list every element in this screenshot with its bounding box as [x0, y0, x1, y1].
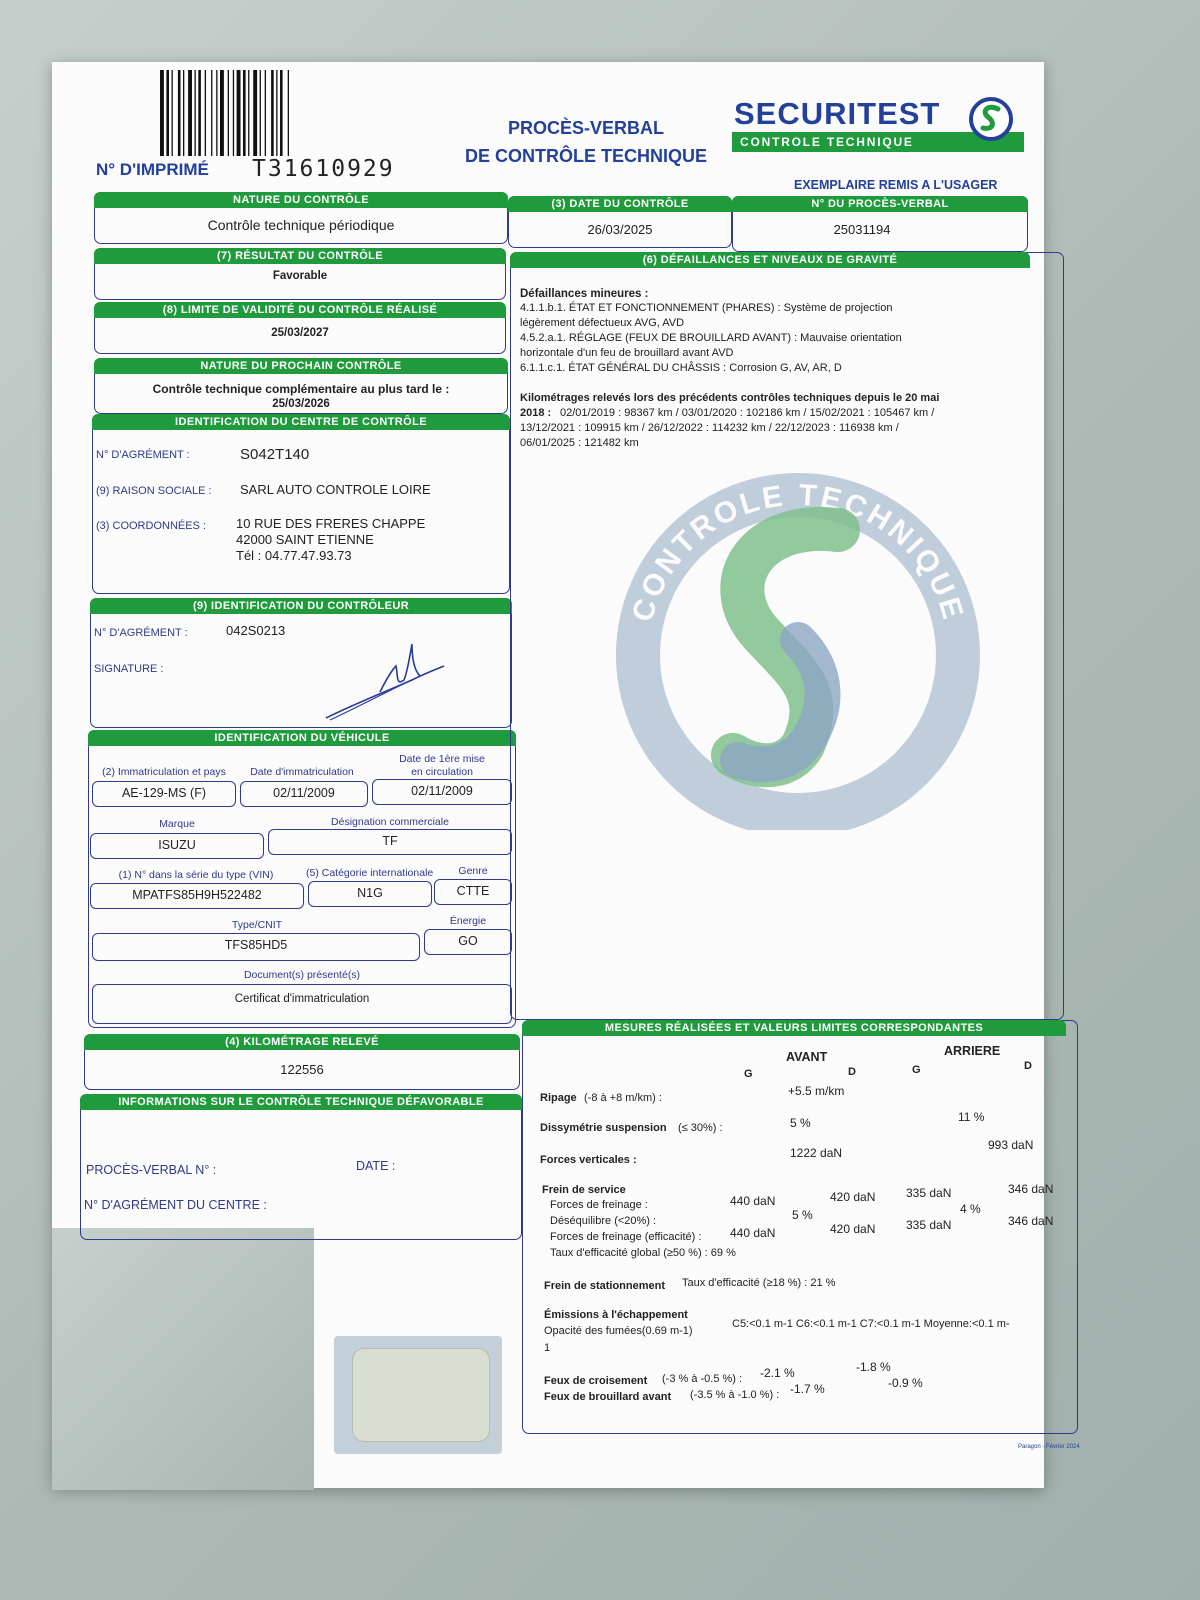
- barcode-bar: [243, 70, 246, 156]
- barcode-bar: [265, 70, 266, 156]
- forces-freinage-avant-d: 420 daN: [830, 1190, 876, 1204]
- defavorable-agrement-label: N° D'AGRÉMENT DU CENTRE :: [84, 1198, 267, 1212]
- barcode-bar: [216, 70, 217, 156]
- forces-verticales-arriere: 993 daN: [988, 1138, 1034, 1152]
- categorie-label: (5) Catégorie internationale: [306, 867, 434, 879]
- mesures-title: MESURES RÉALISÉES ET VALEURS LIMITES CORRESPONDANTES: [522, 1020, 1066, 1036]
- controleur-agrement-label: N° D'AGRÉMENT :: [94, 627, 188, 639]
- barcode-bar: [211, 70, 212, 156]
- energie-label: Énergie: [449, 915, 487, 927]
- genre-label: Genre: [458, 865, 488, 877]
- brand-s-icon: [968, 96, 1014, 142]
- vin-field: MPATFS85H9H522482: [90, 883, 304, 909]
- validite-value: 25/03/2027: [271, 327, 329, 339]
- forces-freinage-avant-g: 440 daN: [730, 1194, 776, 1208]
- feux-croisement-label: Feux de croisement: [544, 1375, 648, 1387]
- centre-coord-label: (3) COORDONNÉES :: [96, 520, 207, 532]
- barcode-bar: [198, 70, 201, 156]
- defavorable-date-label: DATE :: [356, 1159, 396, 1173]
- km-history-line: 06/01/2025 : 121482 km: [520, 437, 639, 449]
- kilometrage-title: (4) KILOMÉTRAGE RELEVÉ: [84, 1034, 520, 1050]
- arriere-header: ARRIERE: [944, 1044, 1001, 1058]
- km-history-heading: Kilométrages relevés lors des précédents contrôles techniques depuis le 20 mai: [520, 392, 940, 404]
- vin-label: (1) N° dans la série du type (VIN): [118, 869, 274, 881]
- premiere-label-line2: en circulation: [411, 766, 473, 778]
- taux-efficacite-global: Taux d'efficacité global (≥50 %) : 69 %: [550, 1247, 736, 1259]
- sticker-cutout: [352, 1348, 490, 1442]
- barcode: [160, 70, 340, 156]
- emissions-label: Émissions à l'échappement: [544, 1309, 688, 1321]
- forces-verticales-label: Forces verticales :: [540, 1154, 637, 1166]
- barcode-bar: [178, 70, 181, 156]
- prochain-line1: Contrôle technique complémentaire au plus tard le :: [152, 382, 450, 396]
- defaillance-line: 4.5.2.a.1. RÉGLAGE (FEUX DE BROUILLARD AVANT) : Mauvaise orientation: [520, 332, 902, 344]
- watermark-top-text: CONTROLE TECHNIQUE: [625, 478, 970, 626]
- document-title-line2: DE CONTRÔLE TECHNIQUE: [464, 146, 707, 166]
- barcode-bar: [228, 70, 229, 156]
- centre-address-line2: 42000 SAINT ETIENNE: [236, 532, 374, 547]
- marque-label: Marque: [159, 818, 195, 830]
- controleur-title: (9) IDENTIFICATION DU CONTRÔLEUR: [90, 598, 512, 614]
- marque-field: ISUZU: [90, 833, 264, 859]
- dissymetrie-arriere: 11 %: [958, 1110, 985, 1124]
- feux-brouillard-label: Feux de brouillard avant: [544, 1391, 672, 1403]
- controleur-agrement-value: 042S0213: [226, 623, 286, 638]
- brand-logo-text: SECURITEST: [734, 96, 941, 131]
- forces-verticales-avant: 1222 daN: [790, 1146, 843, 1160]
- forces-efficacite-avant-g: 440 daN: [730, 1226, 776, 1240]
- barcode-bar: [220, 70, 224, 156]
- forces-efficacite-arriere-g: 335 daN: [906, 1218, 952, 1232]
- defaillance-line: légèrement défectueux AVG, AVD: [520, 317, 685, 329]
- barcode-bar: [280, 70, 283, 156]
- dissymetrie-label: Dissymétrie suspension: [540, 1122, 667, 1134]
- feux-croisement-d: -1.8 %: [856, 1360, 891, 1374]
- forces-freinage-arriere-g: 335 daN: [906, 1186, 952, 1200]
- resultat-value: Favorable: [272, 270, 328, 282]
- desequilibre-arriere: 4 %: [960, 1202, 981, 1216]
- kilometrage-value: 122556: [280, 1062, 324, 1077]
- barcode-bar: [183, 70, 184, 156]
- type-field: TFS85HD5: [92, 933, 420, 961]
- barcode-bar: [276, 70, 277, 156]
- brand-subtitle: CONTROLE TECHNIQUE: [732, 132, 1024, 152]
- opacite-label: Opacité des fumées(0.69 m-1): [544, 1325, 693, 1337]
- type-label: Type/CNIT: [231, 919, 283, 931]
- nature-title: NATURE DU CONTRÔLE: [94, 192, 508, 208]
- pv-number-title: N° DU PROCÈS-VERBAL: [732, 196, 1028, 212]
- barcode-bar: [237, 70, 241, 156]
- frein-stationnement-value: Taux d'efficacité (≥18 %) : 21 %: [682, 1277, 836, 1289]
- signature-label: SIGNATURE :: [94, 663, 164, 675]
- immat-label: (2) Immatriculation et pays: [102, 766, 226, 778]
- prochain-line2: 25/03/2026: [272, 398, 330, 410]
- defaillance-line: 6.1.1.c.1. ÉTAT GÉNÉRAL DU CHÂSSIS : Corrosion G, AV, AR, D: [520, 362, 842, 374]
- barcode-bar: [160, 70, 164, 156]
- designation-field: TF: [268, 829, 512, 855]
- centre-address-line1: 10 RUE DES FRERES CHAPPE: [236, 516, 426, 531]
- feux-brouillard-g: -1.7 %: [790, 1382, 825, 1396]
- watermark-bottom-text: SECURITEST: [667, 694, 929, 798]
- avant-header: AVANT: [786, 1050, 828, 1064]
- energie-field: GO: [424, 929, 512, 955]
- barcode-bar: [195, 70, 196, 156]
- forces-freinage-arriere-d: 346 daN: [1008, 1182, 1054, 1196]
- defavorable-pv-label: PROCÈS-VERBAL N° :: [86, 1163, 217, 1177]
- documents-label: Document(s) présenté(s): [243, 969, 361, 981]
- opacite-continued: 1: [544, 1342, 551, 1354]
- premiere-field: 02/11/2009: [372, 779, 512, 805]
- avant-g-header: G: [744, 1068, 753, 1080]
- frein-stationnement-label: Frein de stationnement: [544, 1280, 666, 1292]
- barcode-bar: [271, 70, 274, 156]
- feux-croisement-g: -2.1 %: [760, 1366, 795, 1380]
- feux-brouillard-limit: (-3.5 % à -1.0 %) :: [690, 1389, 780, 1401]
- defavorable-title: INFORMATIONS SUR LE CONTRÔLE TECHNIQUE DÉFAVORABLE: [80, 1094, 522, 1110]
- feux-croisement-limit: (-3 % à -0.5 %) :: [662, 1373, 743, 1385]
- centre-agrement-value: S042T140: [240, 446, 310, 463]
- ripage-limit: (-8 à +8 m/km) :: [584, 1092, 662, 1104]
- arriere-d-header: D: [1024, 1060, 1032, 1072]
- km-history-year: 2018 :: [520, 407, 552, 419]
- vehicule-title: IDENTIFICATION DU VÉHICULE: [88, 730, 516, 746]
- barcode-bar: [233, 70, 234, 156]
- centre-raison-value: SARL AUTO CONTROLE LOIRE: [240, 482, 431, 497]
- opacite-values: C5:<0.1 m-1 C6:<0.1 m-1 C7:<0.1 m-1 Moyenne:<0.1 m-: [732, 1318, 1010, 1330]
- centre-phone: Tél : 04.77.47.93.73: [236, 548, 352, 563]
- printer-footer: Paragon - Février 2024: [1018, 1444, 1080, 1450]
- immat-field: AE-129-MS (F): [92, 781, 236, 807]
- copy-note: EXEMPLAIRE REMIS A L'USAGER: [794, 178, 998, 192]
- premiere-label-line1: Date de 1ère mise: [399, 753, 485, 765]
- km-history-line: 13/12/2021 : 109915 km / 26/12/2022 : 114232 km / 22/12/2023 : 116938 km /: [520, 422, 899, 434]
- centre-agrement-label: N° D'AGRÉMENT :: [96, 449, 190, 461]
- barcode-bar: [166, 70, 169, 156]
- prochain-title: NATURE DU PROCHAIN CONTRÔLE: [94, 358, 508, 374]
- barcode-bar: [288, 70, 289, 156]
- categorie-field: N1G: [308, 881, 432, 907]
- arriere-g-header: G: [912, 1064, 921, 1076]
- mesures-box: [522, 1020, 1078, 1434]
- date-title: (3) DATE DU CONTRÔLE: [508, 196, 732, 212]
- printed-number: T31610929: [252, 156, 395, 182]
- torn-corner: [52, 1228, 314, 1490]
- date-immat-field: 02/11/2009: [240, 781, 368, 807]
- documents-field: Certificat d'immatriculation: [92, 984, 512, 1024]
- nature-value: Contrôle technique périodique: [207, 217, 395, 233]
- feux-brouillard-d: -0.9 %: [888, 1376, 923, 1390]
- forces-efficacite-label: Forces de freinage (efficacité) :: [550, 1231, 702, 1243]
- desequilibre-label: Déséquilibre (<20%) :: [550, 1215, 657, 1227]
- frein-service-label: Frein de service: [542, 1184, 626, 1196]
- resultat-title: (7) RÉSULTAT DU CONTRÔLE: [94, 248, 506, 264]
- document-title-line1: PROCÈS-VERBAL: [507, 118, 664, 138]
- date-value: 26/03/2025: [587, 222, 653, 237]
- defaillance-line: horizontale d'un feu de brouillard avant AVD: [520, 347, 734, 359]
- avant-d-header: D: [848, 1066, 856, 1078]
- genre-field: CTTE: [434, 879, 512, 905]
- pv-number-value: 25031194: [833, 222, 891, 237]
- defaillances-heading: Défaillances mineures :: [520, 288, 649, 300]
- forces-efficacite-avant-d: 420 daN: [830, 1222, 876, 1236]
- designation-label: Désignation commerciale: [331, 816, 449, 828]
- barcode-bar: [260, 70, 261, 156]
- barcode-bar: [172, 70, 173, 156]
- dissymetrie-limit: (≤ 30%) :: [678, 1122, 723, 1134]
- securitest-watermark-seal: [608, 470, 988, 830]
- desequilibre-avant: 5 %: [792, 1208, 813, 1222]
- validite-title: (8) LIMITE DE VALIDITÉ DU CONTRÔLE RÉALISÉ: [94, 302, 506, 318]
- defaillances-title: (6) DÉFAILLANCES ET NIVEAUX DE GRAVITÉ: [510, 252, 1030, 268]
- barcode-bar: [188, 70, 192, 156]
- handwritten-signature: [320, 640, 460, 724]
- forces-efficacite-arriere-d: 346 daN: [1008, 1214, 1054, 1228]
- date-immat-label: Date d'immatriculation: [250, 766, 354, 778]
- km-history-line: 02/01/2019 : 98367 km / 03/01/2020 : 102186 km / 15/02/2021 : 105467 km /: [560, 407, 935, 419]
- barcode-bar: [205, 70, 206, 156]
- ripage-label: Ripage: [540, 1092, 577, 1104]
- printed-number-label: N° D'IMPRIMÉ: [96, 160, 209, 179]
- ripage-value: +5.5 m/km: [788, 1084, 845, 1098]
- defaillance-line: 4.1.1.b.1. ÉTAT ET FONCTIONNEMENT (PHARES) : Système de projection: [520, 302, 893, 314]
- forces-freinage-label: Forces de freinage :: [550, 1199, 648, 1211]
- dissymetrie-avant: 5 %: [790, 1116, 811, 1130]
- centre-box: [92, 414, 510, 594]
- barcode-bar: [253, 70, 257, 156]
- centre-raison-label: (9) RAISON SOCIALE :: [96, 485, 212, 497]
- barcode-bar: [248, 70, 249, 156]
- centre-title: IDENTIFICATION DU CENTRE DE CONTRÔLE: [92, 414, 510, 430]
